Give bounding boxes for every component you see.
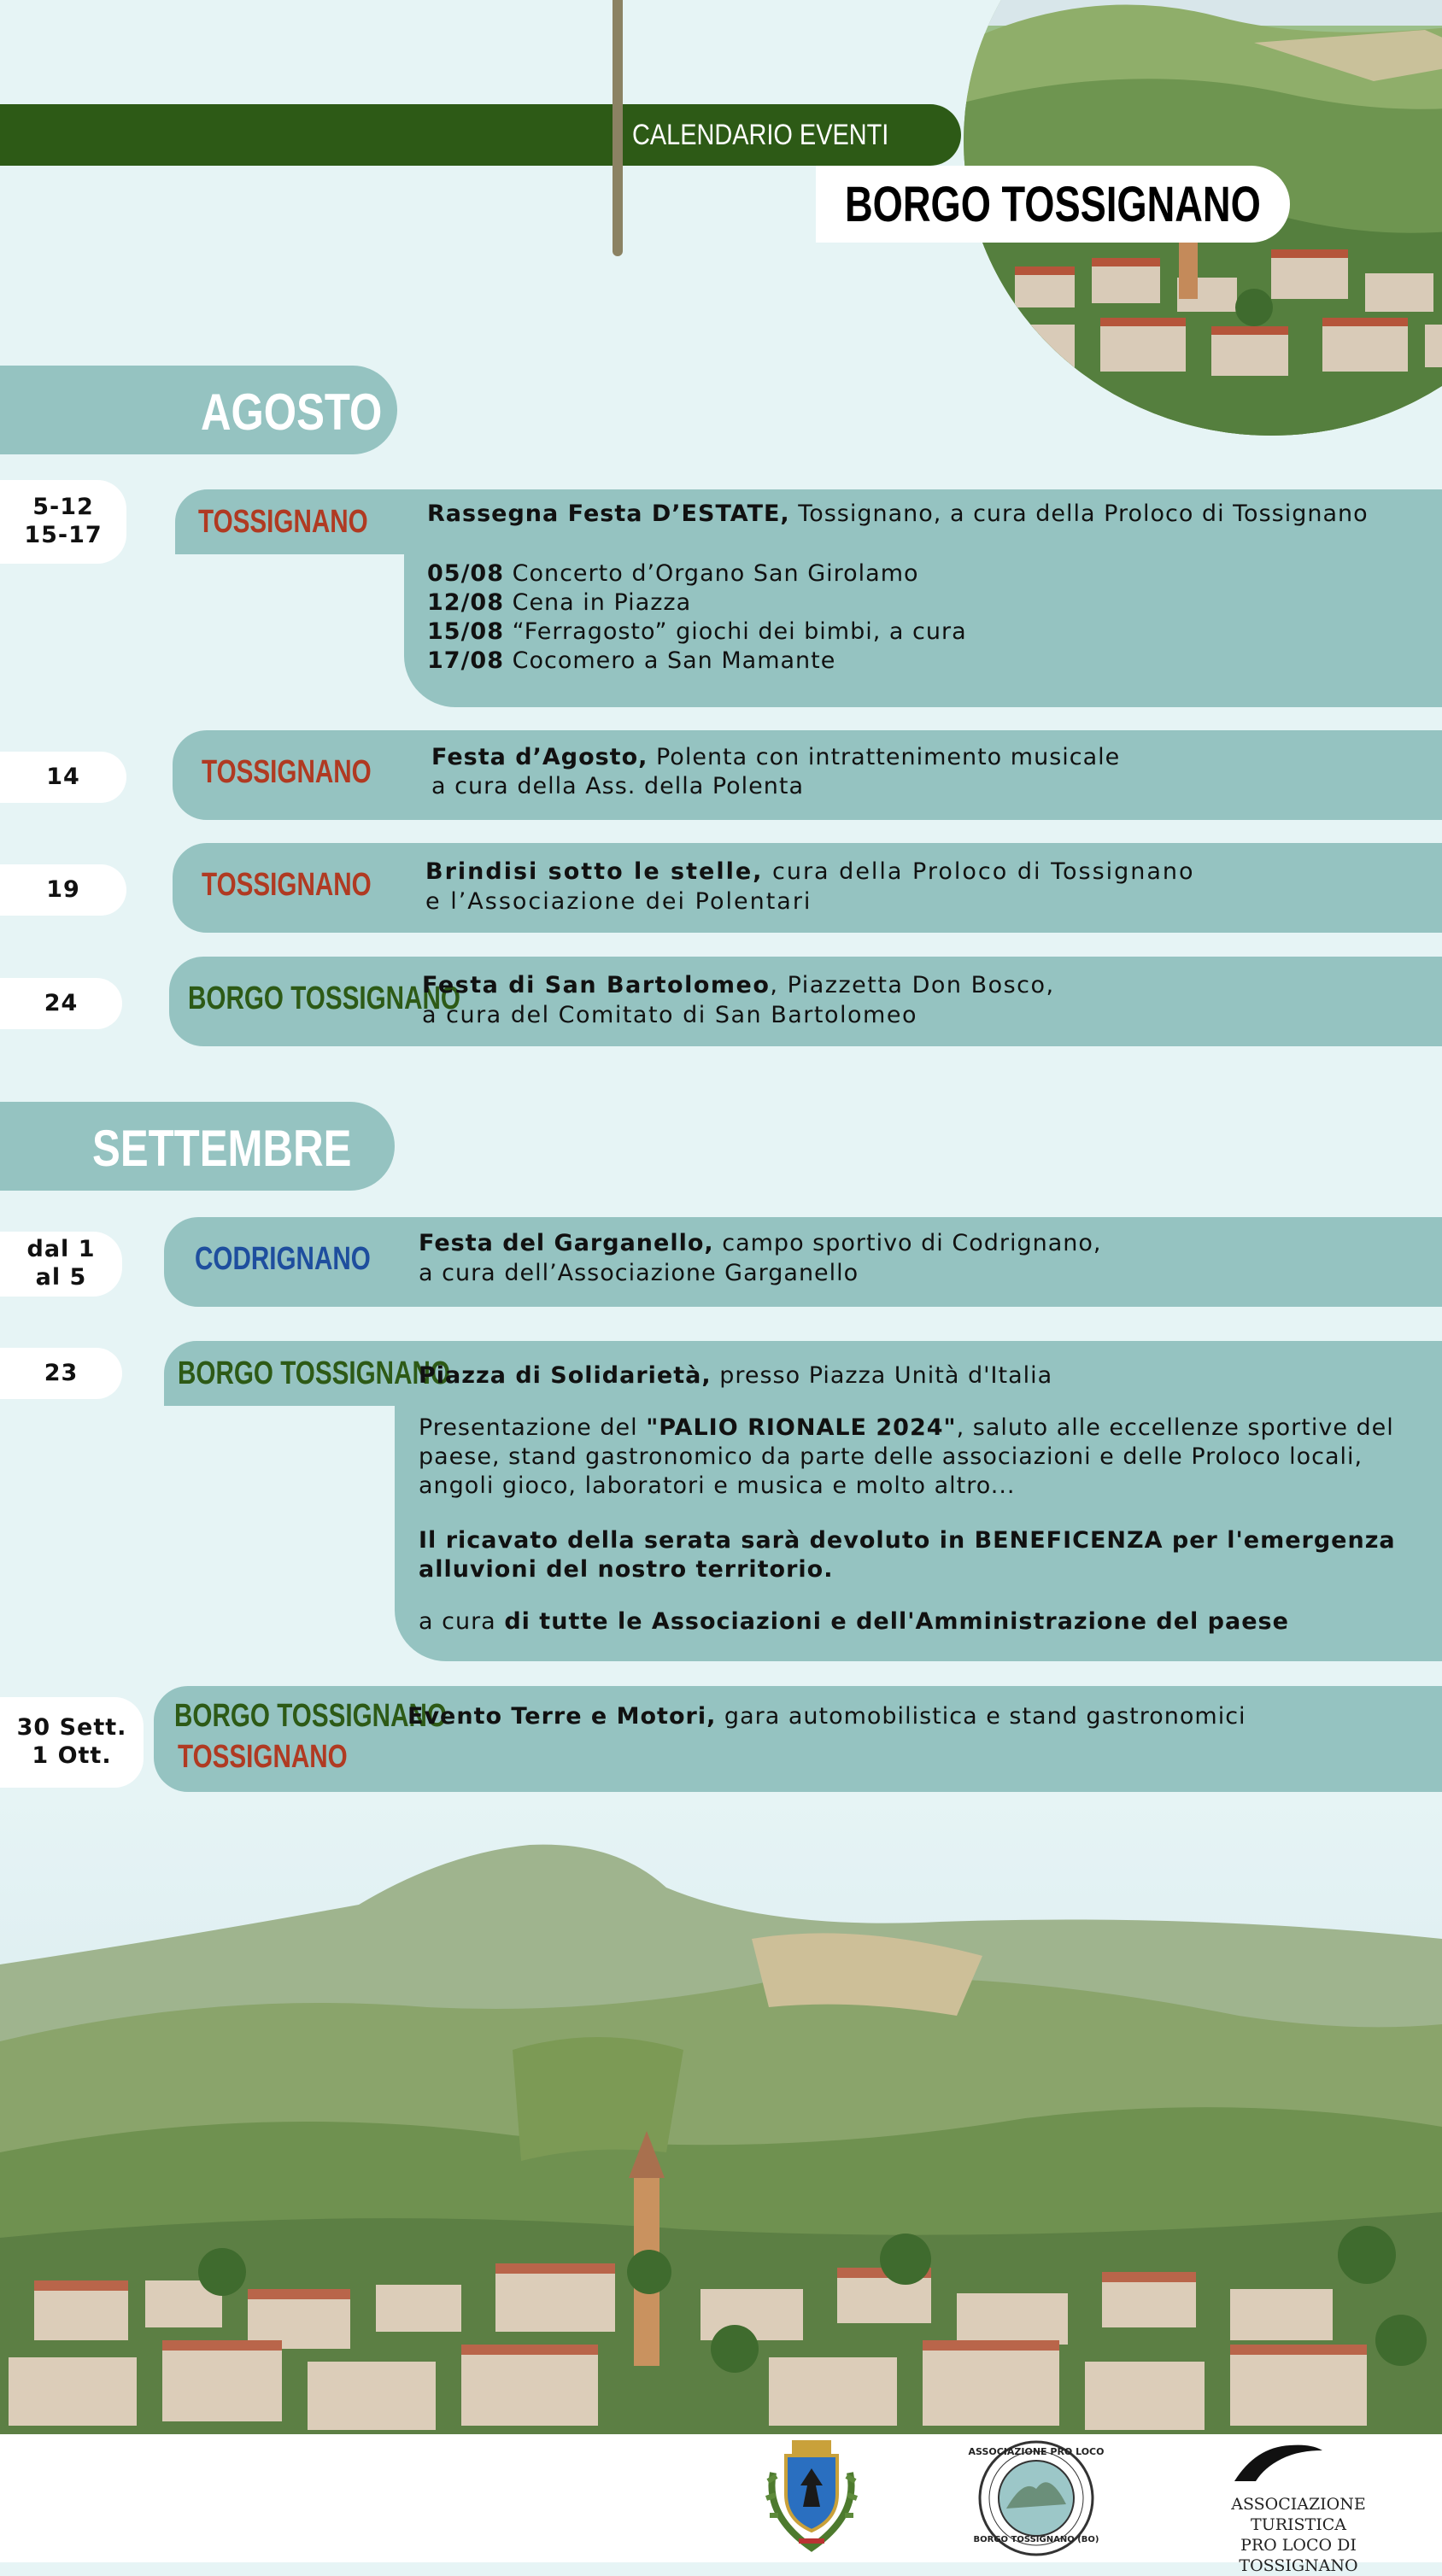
event-desc: Tossignano, a cura della Proloco di Tossignano (789, 501, 1369, 527)
event-subitem (427, 588, 691, 618)
date-line: 15-17 (24, 522, 103, 548)
event-desc: presso Piazza Unità d'Italia (711, 1362, 1053, 1389)
date-line: 19 (46, 875, 80, 903)
subitem-date: 12/08 (427, 589, 505, 616)
event-location: TOSSIGNANO (202, 754, 372, 790)
event-title: Festa d’Agosto, (431, 744, 648, 770)
event-location-secondary: TOSSIGNANO (178, 1739, 348, 1775)
event-title-line (425, 858, 1195, 887)
event-title-line (431, 743, 1120, 772)
event-title: Rassegna Festa D’ESTATE, (427, 501, 790, 527)
event-subitem (427, 618, 967, 647)
event-desc: , Piazzetta Don Bosco, (770, 972, 1055, 998)
event-location: BORGO TOSSIGNANO (188, 981, 460, 1016)
proloco-wing-icon (1230, 2438, 1324, 2485)
event-desc: cura della Proloco di Tossignano (763, 858, 1195, 885)
town-title-banner (816, 166, 1290, 243)
event-title-line (419, 1229, 1102, 1258)
event-desc: campo sportivo di Codrignano, (713, 1230, 1102, 1256)
palio-highlight: "PALIO RIONALE 2024" (646, 1414, 957, 1441)
event-desc-line: a cura dell’Associazione Garganello (419, 1260, 859, 1286)
proloco-name-line: ASSOCIAZIONE TURISTICA (1231, 2495, 1366, 2534)
event-date (0, 864, 126, 916)
event-desc: Polenta con intrattenimento musicale (648, 744, 1121, 770)
event-subitem (427, 559, 919, 588)
date-line: 30 Sett. (16, 1714, 127, 1742)
event-date (0, 1232, 122, 1297)
event-date (0, 480, 126, 564)
date-line: 5-12 (32, 494, 94, 521)
event-title: Evento Terre e Motori, (407, 1703, 717, 1730)
event-location: BORGO TOSSIGNANO (178, 1355, 450, 1391)
event-location: TOSSIGNANO (198, 504, 368, 540)
subitem-date: 17/08 (427, 647, 505, 674)
event-title-line (427, 500, 1369, 529)
event-desc-line: a cura della Ass. della Polenta (431, 773, 805, 799)
event-paragraph (419, 1414, 1394, 1443)
event-desc-line: e l’Associazione dei Polentari (425, 888, 812, 915)
month-header-settembre (0, 1102, 395, 1191)
subitem-text: Cocomero a San Mamante (504, 647, 836, 674)
event-date (0, 978, 122, 1029)
event-location: CODRIGNANO (195, 1241, 371, 1277)
subitem-date: 15/08 (427, 618, 505, 645)
event-subitem (427, 647, 835, 676)
event-title-line (407, 1702, 1246, 1731)
event-location: TOSSIGNANO (202, 867, 372, 903)
event-desc: gara automobilistica e stand gastronomici (716, 1703, 1246, 1730)
date-line: 23 (44, 1359, 79, 1386)
banner-pole (613, 0, 623, 256)
calendar-banner (0, 104, 961, 166)
landscape-photo (0, 1794, 1442, 2434)
proloco-name (1187, 2494, 1410, 2576)
event-desc-line: a cura del Comitato di San Bartolomeo (422, 1002, 917, 1028)
event-title-line (422, 971, 1055, 1000)
town-title: BORGO TOSSIGNANO (845, 177, 1261, 232)
subitem-text: Concerto d’Organo San Girolamo (504, 560, 919, 587)
paragraph-text: , saluto alle eccellenze sportive del (956, 1414, 1394, 1441)
event-paragraph-line: paese, stand gastronomico da parte delle associazioni e delle Proloco locali, (419, 1443, 1363, 1470)
seal-bottom-text: BORGO TOSSIGNANO (BO) (973, 2535, 1099, 2544)
date-line: 1 Ott. (32, 1742, 112, 1769)
date-line: al 5 (35, 1264, 87, 1291)
event-date (0, 752, 126, 803)
charity-note-line: alluvioni del nostro territorio. (419, 1556, 834, 1583)
proloco-name-line: PRO LOCO DI TOSSIGNANO (1239, 2536, 1358, 2575)
event-title-line (419, 1361, 1052, 1390)
event-date (0, 1697, 144, 1788)
event-title: Festa del Garganello, (419, 1230, 714, 1256)
coat-of-arms-icon (756, 2438, 867, 2554)
date-line: 24 (44, 989, 79, 1016)
month-label: AGOSTO (201, 383, 383, 441)
event-date (0, 1348, 122, 1399)
footer-logos (0, 2434, 1442, 2575)
event-location: BORGO TOSSIGNANO (174, 1698, 447, 1734)
calendar-label: CALENDARIO EVENTI (632, 119, 889, 151)
month-label: SETTEMBRE (92, 1120, 352, 1177)
organizers-prefix: a cura (419, 1608, 505, 1635)
charity-note-line: Il ricavato della serata sarà devoluto in BENEFICENZA per l'emergenza (419, 1527, 1396, 1554)
date-line: dal 1 (26, 1236, 96, 1263)
paragraph-text: Presentazione del (419, 1414, 647, 1441)
subitem-text: “Ferragosto” giochi dei bimbi, a cura (504, 618, 967, 645)
event-title: Festa di San Bartolomeo (422, 972, 771, 998)
subitem-date: 05/08 (427, 560, 505, 587)
organizers-text: di tutte le Associazioni e dell'Amministrazione del paese (504, 1608, 1289, 1635)
month-header-agosto (0, 366, 397, 454)
event-title: Brindisi sotto le stelle, (425, 858, 764, 885)
seal-top-text: ASSOCIAZIONE PRO LOCO (968, 2446, 1105, 2457)
organizers-line (419, 1607, 1289, 1636)
subitem-text: Cena in Piazza (504, 589, 692, 616)
event-title: Piazza di Solidarietà, (419, 1362, 712, 1389)
date-line: 14 (46, 763, 80, 790)
event-paragraph-line: angoli gioco, laboratori e musica e molto altro... (419, 1472, 1016, 1499)
